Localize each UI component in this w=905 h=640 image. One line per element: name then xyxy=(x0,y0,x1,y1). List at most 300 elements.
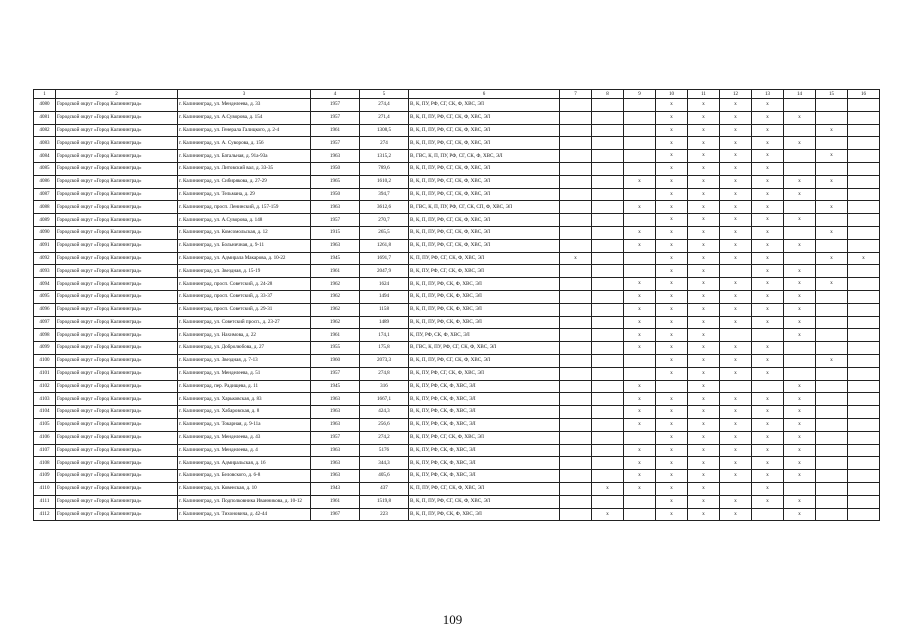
mark-cell: x xyxy=(688,470,720,483)
row-number: 4110 xyxy=(34,482,56,495)
mark-cell xyxy=(848,457,880,470)
mark-cell xyxy=(624,431,656,444)
mark-cell: x xyxy=(784,137,816,150)
year-cell: 1955 xyxy=(311,342,360,355)
mark-cell xyxy=(816,482,848,495)
row-number: 4082 xyxy=(34,124,56,137)
mark-cell xyxy=(816,239,848,252)
mark-cell: x xyxy=(752,316,784,329)
mark-cell: x xyxy=(656,342,688,355)
mark-cell xyxy=(848,470,880,483)
mark-cell: x xyxy=(752,482,784,495)
mark-cell: x xyxy=(784,329,816,342)
area-cell: 174,1 xyxy=(360,329,409,342)
mark-cell xyxy=(848,111,880,124)
row-number: 4107 xyxy=(34,444,56,457)
table-row xyxy=(34,444,880,457)
column-number-header: 9 xyxy=(624,90,656,99)
mark-cell xyxy=(560,457,592,470)
row-number: 4100 xyxy=(34,354,56,367)
mark-cell xyxy=(560,111,592,124)
address-cell: г. Калининград, ул. Литовский вал, д. 33-35 xyxy=(178,162,311,175)
district-cell: Городской округ «Город Калининград» xyxy=(56,431,178,444)
mark-cell xyxy=(592,239,624,252)
mark-cell: x xyxy=(720,444,752,457)
address-cell: г. Калининград, пер. Радищева, д. 11 xyxy=(178,380,311,393)
mark-cell xyxy=(560,226,592,239)
works-cell: В, К, П, ПУ, РФ, СК, Ф, ХВС, ЭЛ xyxy=(409,278,560,291)
mark-cell xyxy=(560,508,592,521)
district-cell: Городской округ «Город Калининград» xyxy=(56,329,178,342)
area-cell: 316 xyxy=(360,380,409,393)
mark-cell: x xyxy=(656,508,688,521)
mark-cell: x xyxy=(688,137,720,150)
works-cell: В, К, П, ПУ, РФ, СГ, СК, Ф, ХВС, ЭЛ xyxy=(409,111,560,124)
mark-cell: x xyxy=(688,124,720,137)
mark-cell xyxy=(624,495,656,508)
mark-cell: x xyxy=(688,418,720,431)
mark-cell: x xyxy=(784,457,816,470)
row-number: 4086 xyxy=(34,175,56,188)
mark-cell: x xyxy=(784,188,816,201)
mark-cell xyxy=(592,367,624,380)
mark-cell xyxy=(816,470,848,483)
mark-cell xyxy=(592,278,624,291)
mark-cell: x xyxy=(656,329,688,342)
district-cell: Городской округ «Город Калининград» xyxy=(56,495,178,508)
mark-cell xyxy=(816,214,848,227)
year-cell: 1957 xyxy=(311,367,360,380)
mark-cell xyxy=(592,431,624,444)
mark-cell: x xyxy=(752,290,784,303)
area-cell: 1158 xyxy=(360,303,409,316)
address-cell: г. Калининград, ул. Беловского, д. 6-8 xyxy=(178,470,311,483)
district-cell: Городской округ «Город Калининград» xyxy=(56,367,178,380)
mark-cell xyxy=(784,367,816,380)
year-cell: 1945 xyxy=(311,380,360,393)
area-cell: 274 xyxy=(360,137,409,150)
mark-cell xyxy=(752,380,784,393)
mark-cell: x xyxy=(720,201,752,214)
area-cell: 1489 xyxy=(360,316,409,329)
mark-cell xyxy=(816,303,848,316)
mark-cell: x xyxy=(656,99,688,112)
mark-cell: x xyxy=(720,431,752,444)
mark-cell: x xyxy=(656,111,688,124)
mark-cell xyxy=(560,431,592,444)
mark-cell: x xyxy=(752,431,784,444)
mark-cell: x xyxy=(624,303,656,316)
mark-cell: x xyxy=(720,175,752,188)
mark-cell xyxy=(592,111,624,124)
mark-cell xyxy=(848,431,880,444)
row-number: 4084 xyxy=(34,150,56,163)
mark-cell xyxy=(624,162,656,175)
mark-cell: x xyxy=(752,214,784,227)
table-row xyxy=(34,406,880,419)
works-cell: В, К, П, ПУ, РФ, СК, Ф, ХВС, ЭЛ xyxy=(409,290,560,303)
works-cell: В, К, ПУ, РФ, СК, Ф, ХВС, ЭЛ xyxy=(409,380,560,393)
mark-cell xyxy=(848,175,880,188)
mark-cell: x xyxy=(688,214,720,227)
mark-cell xyxy=(592,124,624,137)
mark-cell xyxy=(816,457,848,470)
table-row xyxy=(34,226,880,239)
mark-cell xyxy=(560,393,592,406)
address-cell: г. Калининград, просп. Советский, д. 29-31 xyxy=(178,303,311,316)
mark-cell xyxy=(560,137,592,150)
address-cell: г. Калининград, ул. Комсомольская, д. 12 xyxy=(178,226,311,239)
area-cell: 405,6 xyxy=(360,470,409,483)
row-number: 4080 xyxy=(34,99,56,112)
mark-cell xyxy=(592,214,624,227)
district-cell: Городской округ «Город Калининград» xyxy=(56,201,178,214)
row-number: 4085 xyxy=(34,162,56,175)
mark-cell xyxy=(848,508,880,521)
area-cell: 270,7 xyxy=(360,214,409,227)
table-row xyxy=(34,150,880,163)
address-cell: г. Калининград, просп. Советский, д. 24-28 xyxy=(178,278,311,291)
area-cell: 1519,8 xyxy=(360,495,409,508)
address-cell: г. Калининград, ул. Звездная, д. 7-13 xyxy=(178,354,311,367)
year-cell: 1950 xyxy=(311,188,360,201)
mark-cell: x xyxy=(816,201,848,214)
mark-cell xyxy=(624,99,656,112)
works-cell: В, К, П, ПУ, РФ, СГ, СК, Ф, ХВС, ЭЛ xyxy=(409,495,560,508)
district-cell: Городской округ «Город Калининград» xyxy=(56,290,178,303)
mark-cell xyxy=(592,406,624,419)
year-cell: 1962 xyxy=(311,316,360,329)
mark-cell xyxy=(784,162,816,175)
mark-cell xyxy=(560,495,592,508)
mark-cell: x xyxy=(656,406,688,419)
table-row xyxy=(34,303,880,316)
mark-cell xyxy=(560,214,592,227)
mark-cell xyxy=(592,188,624,201)
row-number: 4093 xyxy=(34,265,56,278)
mark-cell: x xyxy=(688,252,720,265)
row-number: 4096 xyxy=(34,303,56,316)
mark-cell: x xyxy=(784,290,816,303)
row-number: 4091 xyxy=(34,239,56,252)
year-cell: 1961 xyxy=(311,495,360,508)
mark-cell xyxy=(560,418,592,431)
works-cell: В, К, ПУ, РФ, СК, Ф, ХВС, ЭЛ xyxy=(409,457,560,470)
row-number: 4106 xyxy=(34,431,56,444)
mark-cell: x xyxy=(656,214,688,227)
mark-cell: x xyxy=(720,342,752,355)
mark-cell xyxy=(816,290,848,303)
mark-cell: x xyxy=(688,188,720,201)
mark-cell: x xyxy=(624,316,656,329)
district-cell: Городской округ «Город Калининград» xyxy=(56,111,178,124)
mark-cell: x xyxy=(720,162,752,175)
district-cell: Городской округ «Город Калининград» xyxy=(56,137,178,150)
mark-cell xyxy=(848,393,880,406)
mark-cell xyxy=(624,214,656,227)
mark-cell xyxy=(624,265,656,278)
mark-cell: x xyxy=(784,175,816,188)
mark-cell: x xyxy=(688,457,720,470)
column-number-header: 12 xyxy=(720,90,752,99)
mark-cell: x xyxy=(656,290,688,303)
works-cell: В, К, П, ПУ, РФ, СГ, СК, Ф, ХВС, ЭЛ xyxy=(409,175,560,188)
area-cell: 1261,8 xyxy=(360,239,409,252)
mark-cell xyxy=(592,290,624,303)
mark-cell xyxy=(784,124,816,137)
table-row xyxy=(34,252,880,265)
mark-cell xyxy=(848,137,880,150)
mark-cell: x xyxy=(720,226,752,239)
table-row xyxy=(34,418,880,431)
works-cell: В, ГВС, К, П, ПУ, РФ, СГ, СК, Ф, ХВС, ЭЛ xyxy=(409,150,560,163)
table-row xyxy=(34,495,880,508)
mark-cell: x xyxy=(720,252,752,265)
mark-cell: x xyxy=(688,111,720,124)
mark-cell: x xyxy=(720,354,752,367)
mark-cell: x xyxy=(848,252,880,265)
mark-cell: x xyxy=(720,303,752,316)
year-cell: 1957 xyxy=(311,99,360,112)
mark-cell: x xyxy=(752,124,784,137)
mark-cell: x xyxy=(656,175,688,188)
mark-cell: x xyxy=(688,329,720,342)
district-cell: Городской округ «Город Калининград» xyxy=(56,226,178,239)
mark-cell xyxy=(816,444,848,457)
mark-cell xyxy=(848,265,880,278)
mark-cell: x xyxy=(624,470,656,483)
year-cell: 1961 xyxy=(311,329,360,342)
area-cell: 274,2 xyxy=(360,431,409,444)
table-row xyxy=(34,457,880,470)
area-cell: 1494 xyxy=(360,290,409,303)
mark-cell xyxy=(848,354,880,367)
mark-cell: x xyxy=(784,431,816,444)
year-cell: 1943 xyxy=(311,482,360,495)
district-cell: Городской округ «Город Калининград» xyxy=(56,508,178,521)
mark-cell: x xyxy=(656,354,688,367)
table-row xyxy=(34,188,880,201)
mark-cell: x xyxy=(656,482,688,495)
mark-cell xyxy=(784,150,816,163)
column-number-header: 15 xyxy=(816,90,848,99)
year-cell: 1961 xyxy=(311,265,360,278)
mark-cell: x xyxy=(656,418,688,431)
mark-cell xyxy=(592,137,624,150)
mark-cell: x xyxy=(752,444,784,457)
mark-cell xyxy=(592,175,624,188)
mark-cell xyxy=(848,444,880,457)
mark-cell: x xyxy=(656,431,688,444)
area-cell: 789,6 xyxy=(360,162,409,175)
address-cell: г. Калининград, ул. Адмирала Макарова, д. 10-22 xyxy=(178,252,311,265)
district-cell: Городской округ «Город Калининград» xyxy=(56,99,178,112)
address-cell: г. Калининград, ул. А.Суворова, д. 148 xyxy=(178,214,311,227)
mark-cell xyxy=(560,303,592,316)
mark-cell xyxy=(624,124,656,137)
address-cell: г. Калининград, просп. Ленинский, д. 157-159 xyxy=(178,201,311,214)
mark-cell: x xyxy=(624,457,656,470)
mark-cell: x xyxy=(784,470,816,483)
mark-cell: x xyxy=(720,457,752,470)
address-cell: г. Калининград, ул. Звездная, д. 15-19 xyxy=(178,265,311,278)
mark-cell: x xyxy=(752,99,784,112)
works-cell: В, К, П, ПУ, РФ, СГ, СК, Ф, ХВС, ЭЛ xyxy=(409,214,560,227)
mark-cell: x xyxy=(688,201,720,214)
column-number-header: 2 xyxy=(56,90,178,99)
mark-cell xyxy=(560,354,592,367)
mark-cell: x xyxy=(784,380,816,393)
mark-cell: x xyxy=(720,137,752,150)
mark-cell: x xyxy=(752,188,784,201)
mark-cell: x xyxy=(720,316,752,329)
mark-cell: x xyxy=(656,162,688,175)
row-number: 4098 xyxy=(34,329,56,342)
mark-cell: x xyxy=(816,354,848,367)
mark-cell: x xyxy=(688,393,720,406)
works-cell: К, ПУ, РФ, СК, Ф, ХВС, ЭЛ xyxy=(409,329,560,342)
district-cell: Городской округ «Город Калининград» xyxy=(56,188,178,201)
mark-cell: x xyxy=(720,188,752,201)
mark-cell: x xyxy=(784,316,816,329)
mark-cell xyxy=(592,470,624,483)
mark-cell xyxy=(848,329,880,342)
mark-cell: x xyxy=(752,303,784,316)
works-cell: В, К, П, ПУ, РФ, СГ, СК, Ф, ХВС, ЭЛ xyxy=(409,226,560,239)
mark-cell: x xyxy=(816,226,848,239)
mark-cell xyxy=(848,482,880,495)
mark-cell xyxy=(816,393,848,406)
table-row xyxy=(34,290,880,303)
area-cell: 274,8 xyxy=(360,367,409,380)
mark-cell xyxy=(560,290,592,303)
mark-cell xyxy=(560,239,592,252)
mark-cell xyxy=(624,252,656,265)
row-number: 4097 xyxy=(34,316,56,329)
district-cell: Городской округ «Город Калининград» xyxy=(56,162,178,175)
district-cell: Городской округ «Город Калининград» xyxy=(56,265,178,278)
works-cell: В, К, ПУ, РФ, СГ, СК, Ф, ХВС, ЭЛ xyxy=(409,99,560,112)
address-cell: г. Калининград, ул. Советский просп., д. 23-27 xyxy=(178,316,311,329)
area-cell: 256,6 xyxy=(360,418,409,431)
mark-cell: x xyxy=(688,444,720,457)
row-number: 4102 xyxy=(34,380,56,393)
district-cell: Городской округ «Город Калининград» xyxy=(56,175,178,188)
mark-cell xyxy=(816,99,848,112)
mark-cell: x xyxy=(816,150,848,163)
mark-cell: x xyxy=(656,252,688,265)
address-cell: г. Калининград, ул. Тихоновича, д. 42-44 xyxy=(178,508,311,521)
area-cell: 2047,9 xyxy=(360,265,409,278)
mark-cell: x xyxy=(624,380,656,393)
mark-cell xyxy=(560,329,592,342)
mark-cell: x xyxy=(688,508,720,521)
district-cell: Городской округ «Город Калининград» xyxy=(56,124,178,137)
table-row xyxy=(34,239,880,252)
mark-cell: x xyxy=(752,354,784,367)
district-cell: Городской округ «Город Калининград» xyxy=(56,470,178,483)
mark-cell: x xyxy=(752,162,784,175)
works-cell: В, К, П, ПУ, РФ, СГ, СК, Ф, ХВС, ЭЛ xyxy=(409,188,560,201)
works-cell: В, ГВС, К, П, ПУ, РФ, СГ, СК, СП, Ф, ХВС, ЭЛ xyxy=(409,201,560,214)
mark-cell: x xyxy=(688,367,720,380)
mark-cell: x xyxy=(784,278,816,291)
mark-cell: x xyxy=(656,265,688,278)
mark-cell xyxy=(720,329,752,342)
mark-cell xyxy=(560,470,592,483)
mark-cell xyxy=(720,265,752,278)
mark-cell xyxy=(848,239,880,252)
works-cell: В, К, ПУ, РФ, СК, Ф, ХВС, ЭЛ xyxy=(409,393,560,406)
mark-cell xyxy=(848,99,880,112)
mark-cell xyxy=(560,99,592,112)
year-cell: 1962 xyxy=(311,278,360,291)
mark-cell: x xyxy=(624,418,656,431)
year-cell: 1963 xyxy=(311,150,360,163)
area-cell: 1624 xyxy=(360,278,409,291)
table-row xyxy=(34,175,880,188)
mark-cell xyxy=(816,188,848,201)
works-cell: В, К, П, ПУ, РФ, СК, Ф, ХВС, ЭЛ xyxy=(409,316,560,329)
mark-cell: x xyxy=(784,418,816,431)
mark-cell xyxy=(784,482,816,495)
mark-cell xyxy=(816,431,848,444)
mark-cell: x xyxy=(624,393,656,406)
year-cell: 1957 xyxy=(311,431,360,444)
row-number: 4081 xyxy=(34,111,56,124)
district-cell: Городской округ «Город Калининград» xyxy=(56,406,178,419)
area-cell: 437 xyxy=(360,482,409,495)
mark-cell: x xyxy=(656,188,688,201)
area-cell: 424,3 xyxy=(360,406,409,419)
mark-cell: x xyxy=(656,457,688,470)
address-cell: г. Калининград, ул. Батальная, д. 91а-93а xyxy=(178,150,311,163)
mark-cell xyxy=(560,201,592,214)
mark-cell xyxy=(848,150,880,163)
mark-cell xyxy=(592,162,624,175)
mark-cell xyxy=(592,329,624,342)
mark-cell xyxy=(816,367,848,380)
year-cell: 1957 xyxy=(311,214,360,227)
mark-cell xyxy=(560,150,592,163)
table-row xyxy=(34,162,880,175)
mark-cell xyxy=(560,380,592,393)
area-cell: 1315,2 xyxy=(360,150,409,163)
table-row xyxy=(34,201,880,214)
mark-cell xyxy=(560,342,592,355)
mark-cell xyxy=(592,354,624,367)
mark-cell: x xyxy=(752,406,784,419)
mark-cell: x xyxy=(720,367,752,380)
mark-cell xyxy=(848,342,880,355)
mark-cell xyxy=(592,444,624,457)
mark-cell: x xyxy=(720,111,752,124)
mark-cell xyxy=(848,303,880,316)
mark-cell xyxy=(592,226,624,239)
year-cell: 1963 xyxy=(311,239,360,252)
mark-cell xyxy=(784,342,816,355)
year-cell: 1962 xyxy=(311,303,360,316)
works-cell: К, П, ПУ, РФ, СГ, СК, Ф, ХВС, ЭЛ xyxy=(409,252,560,265)
mark-cell xyxy=(816,495,848,508)
column-number-header: 10 xyxy=(656,90,688,99)
year-cell: 1957 xyxy=(311,137,360,150)
mark-cell xyxy=(816,342,848,355)
mark-cell: x xyxy=(752,252,784,265)
mark-cell: x xyxy=(688,99,720,112)
mark-cell xyxy=(848,367,880,380)
address-cell: г. Калининград, ул. Менделеева, д. 33 xyxy=(178,99,311,112)
